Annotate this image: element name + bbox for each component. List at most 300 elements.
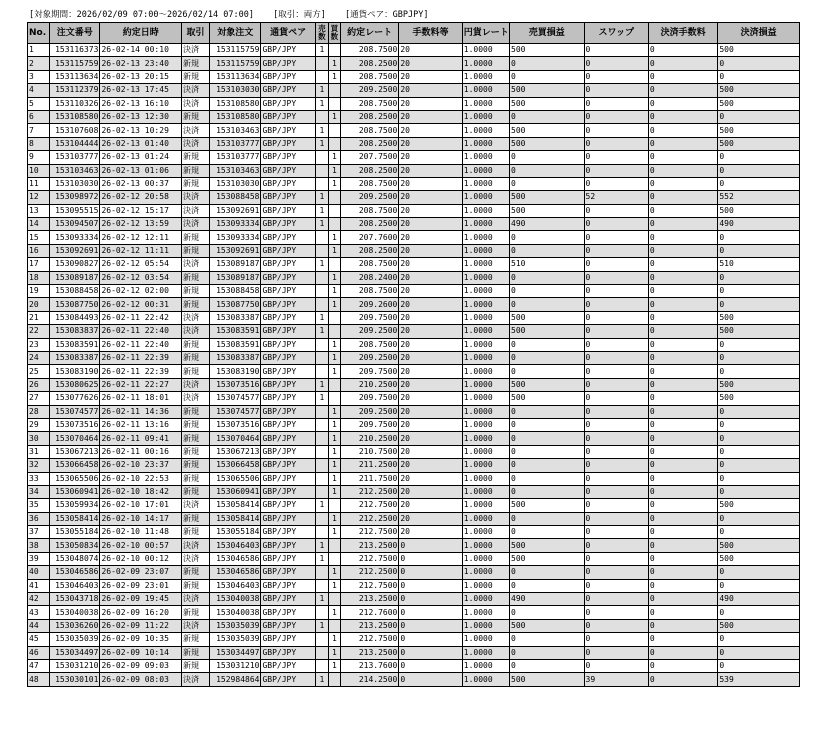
cell-no: 36	[28, 512, 50, 525]
cell-no: 10	[28, 164, 50, 177]
cell-target-order: 153089187	[210, 271, 261, 284]
cell-target-order: 153046586	[210, 566, 261, 579]
cell-settlement-pl: 500	[718, 619, 800, 632]
cell-trade-pl: 0	[510, 459, 584, 472]
cell-order-number: 153030101	[50, 673, 100, 686]
cell-currency-pair: GBP/JPY	[261, 459, 315, 472]
cell-target-order: 153034497	[210, 646, 261, 659]
cell-target-order: 153083190	[210, 365, 261, 378]
cell-target-order: 153065506	[210, 472, 261, 485]
cell-no: 20	[28, 298, 50, 311]
cell-currency-pair: GBP/JPY	[261, 378, 315, 391]
cell-trade: 新規	[181, 659, 209, 672]
cell-execution-datetime: 26-02-11 00:16	[100, 445, 182, 458]
cell-swap: 0	[584, 325, 648, 338]
cell-execution-rate: 210.2500	[340, 432, 398, 445]
cell-settlement-fee: 0	[648, 285, 717, 298]
cell-settlement-fee: 0	[648, 44, 717, 57]
cell-execution-rate: 207.7600	[340, 231, 398, 244]
cell-swap: 0	[584, 526, 648, 539]
report-header	[29, 9, 442, 21]
cell-settlement-pl: 500	[718, 124, 800, 137]
cell-execution-rate: 212.7500	[340, 526, 398, 539]
cell-swap: 0	[584, 566, 648, 579]
cell-sell-qty: 1	[315, 191, 328, 204]
cell-buy-qty: 1	[328, 244, 340, 257]
cell-execution-rate: 212.2500	[340, 512, 398, 525]
cell-order-number: 153088458	[50, 285, 100, 298]
cell-trade-pl: 0	[510, 445, 584, 458]
cell-yen-rate: 1.0000	[462, 432, 509, 445]
cell-settlement-fee: 0	[648, 191, 717, 204]
cell-swap: 0	[584, 392, 648, 405]
table-row	[28, 593, 800, 606]
table-row	[28, 432, 800, 445]
cell-sell-qty: 1	[315, 619, 328, 632]
cell-trade: 新規	[181, 151, 209, 164]
cell-currency-pair: GBP/JPY	[261, 485, 315, 498]
table-row	[28, 124, 800, 137]
cell-trade-pl: 0	[510, 351, 584, 364]
cell-settlement-fee: 0	[648, 84, 717, 97]
cell-yen-rate: 1.0000	[462, 552, 509, 565]
col-no: No.	[28, 23, 50, 44]
cell-buy-qty	[328, 258, 340, 271]
table-row	[28, 325, 800, 338]
cell-sell-qty: 1	[315, 44, 328, 57]
cell-yen-rate: 1.0000	[462, 110, 509, 123]
cell-settlement-fee: 0	[648, 593, 717, 606]
cell-execution-datetime: 26-02-13 20:15	[100, 70, 182, 83]
cell-fees: 20	[399, 512, 462, 525]
cell-settlement-pl: 500	[718, 325, 800, 338]
cell-execution-rate: 208.2400	[340, 271, 398, 284]
cell-order-number: 153103463	[50, 164, 100, 177]
cell-target-order: 153083591	[210, 338, 261, 351]
cell-swap: 0	[584, 204, 648, 217]
cell-currency-pair: GBP/JPY	[261, 298, 315, 311]
cell-fees: 0	[399, 646, 462, 659]
cell-trade-pl: 490	[510, 218, 584, 231]
cell-execution-datetime: 26-02-13 23:40	[100, 57, 182, 70]
cell-no: 32	[28, 459, 50, 472]
cell-execution-rate: 213.7600	[340, 659, 398, 672]
cell-no: 37	[28, 526, 50, 539]
cell-settlement-pl: 500	[718, 84, 800, 97]
cell-sell-qty: 1	[315, 311, 328, 324]
cell-no: 5	[28, 97, 50, 110]
table-row	[28, 177, 800, 190]
cell-sell-qty: 1	[315, 392, 328, 405]
cell-execution-datetime: 26-02-12 15:17	[100, 204, 182, 217]
cell-settlement-fee: 0	[648, 659, 717, 672]
cell-trade-pl: 0	[510, 472, 584, 485]
cell-fees: 20	[399, 365, 462, 378]
cell-yen-rate: 1.0000	[462, 338, 509, 351]
cell-fees: 0	[399, 659, 462, 672]
cell-trade: 新規	[181, 110, 209, 123]
cell-trade: 決済	[181, 311, 209, 324]
cell-target-order: 153103777	[210, 137, 261, 150]
cell-swap: 0	[584, 164, 648, 177]
cell-swap: 39	[584, 673, 648, 686]
cell-swap: 0	[584, 177, 648, 190]
cell-sell-qty	[315, 646, 328, 659]
cell-no: 3	[28, 70, 50, 83]
table-row	[28, 97, 800, 110]
cell-trade-pl: 0	[510, 485, 584, 498]
cell-no: 31	[28, 445, 50, 458]
col-execution-datetime: 約定日時	[100, 23, 182, 44]
cell-swap: 0	[584, 512, 648, 525]
cell-fees: 20	[399, 392, 462, 405]
cell-swap: 0	[584, 218, 648, 231]
cell-settlement-fee: 0	[648, 231, 717, 244]
cell-trade: 新規	[181, 606, 209, 619]
cell-sell-qty	[315, 633, 328, 646]
cell-settlement-pl: 0	[718, 445, 800, 458]
cell-buy-qty: 1	[328, 338, 340, 351]
table-row	[28, 392, 800, 405]
cell-buy-qty: 1	[328, 606, 340, 619]
cell-order-number: 153031210	[50, 659, 100, 672]
cell-target-order: 153073516	[210, 378, 261, 391]
cell-execution-datetime: 26-02-10 23:37	[100, 459, 182, 472]
cell-trade-pl: 0	[510, 177, 584, 190]
cell-execution-rate: 213.2500	[340, 619, 398, 632]
cell-settlement-fee: 0	[648, 552, 717, 565]
cell-order-number: 153055184	[50, 526, 100, 539]
cell-sell-qty: 1	[315, 499, 328, 512]
cell-swap: 0	[584, 285, 648, 298]
cell-buy-qty	[328, 392, 340, 405]
cell-trade-pl: 500	[510, 311, 584, 324]
cell-execution-datetime: 26-02-14 00:10	[100, 44, 182, 57]
table-row	[28, 218, 800, 231]
cell-swap: 52	[584, 191, 648, 204]
cell-fees: 20	[399, 84, 462, 97]
col-target-order: 対象注文	[210, 23, 261, 44]
cell-trade: 新規	[181, 633, 209, 646]
cell-execution-rate: 210.2500	[340, 378, 398, 391]
cell-no: 15	[28, 231, 50, 244]
cell-order-number: 153113634	[50, 70, 100, 83]
cell-settlement-pl: 0	[718, 432, 800, 445]
cell-trade-pl: 500	[510, 325, 584, 338]
cell-execution-rate: 208.7500	[340, 70, 398, 83]
cell-no: 48	[28, 673, 50, 686]
cell-trade-pl: 0	[510, 418, 584, 431]
col-execution-rate: 約定レート	[340, 23, 398, 44]
cell-currency-pair: GBP/JPY	[261, 351, 315, 364]
cell-trade: 新規	[181, 445, 209, 458]
cell-buy-qty: 1	[328, 633, 340, 646]
cell-trade-pl: 500	[510, 124, 584, 137]
cell-settlement-fee: 0	[648, 472, 717, 485]
cell-settlement-fee: 0	[648, 351, 717, 364]
cell-fees: 20	[399, 445, 462, 458]
cell-currency-pair: GBP/JPY	[261, 606, 315, 619]
col-trade-pl: 売買損益	[510, 23, 584, 44]
cell-yen-rate: 1.0000	[462, 485, 509, 498]
table-row	[28, 365, 800, 378]
cell-trade: 新規	[181, 57, 209, 70]
cell-execution-datetime: 26-02-11 22:27	[100, 378, 182, 391]
cell-execution-rate: 208.2500	[340, 218, 398, 231]
cell-trade-pl: 0	[510, 338, 584, 351]
cell-trade-pl: 500	[510, 44, 584, 57]
table-row	[28, 57, 800, 70]
cell-fees: 0	[399, 566, 462, 579]
cell-execution-datetime: 26-02-09 16:20	[100, 606, 182, 619]
cell-target-order: 153088458	[210, 191, 261, 204]
cell-swap: 0	[584, 485, 648, 498]
cell-yen-rate: 1.0000	[462, 164, 509, 177]
cell-yen-rate: 1.0000	[462, 659, 509, 672]
cell-settlement-fee: 0	[648, 177, 717, 190]
cell-execution-datetime: 26-02-12 20:58	[100, 191, 182, 204]
cell-execution-datetime: 26-02-10 11:48	[100, 526, 182, 539]
cell-settlement-pl: 0	[718, 298, 800, 311]
cell-trade: 新規	[181, 164, 209, 177]
cell-sell-qty	[315, 365, 328, 378]
table-row	[28, 351, 800, 364]
cell-execution-rate: 208.2500	[340, 137, 398, 150]
col-settlement-pl: 決済損益	[718, 23, 800, 44]
table-row	[28, 472, 800, 485]
col-sell-qty: 売数	[315, 23, 328, 44]
cell-swap: 0	[584, 365, 648, 378]
trade-type-label: [取引：両方]	[273, 10, 326, 20]
cell-sell-qty	[315, 298, 328, 311]
cell-execution-datetime: 26-02-10 00:12	[100, 552, 182, 565]
cell-buy-qty: 1	[328, 418, 340, 431]
cell-swap: 0	[584, 539, 648, 552]
cell-execution-rate: 209.2500	[340, 84, 398, 97]
cell-no: 12	[28, 191, 50, 204]
cell-currency-pair: GBP/JPY	[261, 633, 315, 646]
cell-currency-pair: GBP/JPY	[261, 405, 315, 418]
cell-settlement-fee: 0	[648, 619, 717, 632]
cell-fees: 0	[399, 633, 462, 646]
cell-settlement-fee: 0	[648, 633, 717, 646]
cell-fees: 20	[399, 285, 462, 298]
cell-execution-datetime: 26-02-12 02:00	[100, 285, 182, 298]
table-row	[28, 44, 800, 57]
cell-target-order: 153093334	[210, 231, 261, 244]
cell-fees: 20	[399, 44, 462, 57]
cell-fees: 20	[399, 459, 462, 472]
cell-fees: 20	[399, 405, 462, 418]
cell-order-number: 153040038	[50, 606, 100, 619]
cell-target-order: 153070464	[210, 432, 261, 445]
cell-yen-rate: 1.0000	[462, 512, 509, 525]
table-row	[28, 646, 800, 659]
cell-settlement-fee: 0	[648, 258, 717, 271]
cell-no: 1	[28, 44, 50, 57]
cell-execution-rate: 207.7500	[340, 151, 398, 164]
cell-buy-qty	[328, 84, 340, 97]
table-row	[28, 499, 800, 512]
cell-trade: 新規	[181, 351, 209, 364]
cell-target-order: 153103777	[210, 151, 261, 164]
table-row	[28, 298, 800, 311]
cell-no: 26	[28, 378, 50, 391]
cell-settlement-pl: 500	[718, 97, 800, 110]
cell-execution-datetime: 26-02-12 03:54	[100, 271, 182, 284]
cell-settlement-fee: 0	[648, 271, 717, 284]
cell-yen-rate: 1.0000	[462, 459, 509, 472]
cell-buy-qty	[328, 539, 340, 552]
cell-sell-qty: 1	[315, 218, 328, 231]
cell-currency-pair: GBP/JPY	[261, 646, 315, 659]
cell-sell-qty: 1	[315, 258, 328, 271]
cell-trade-pl: 500	[510, 392, 584, 405]
cell-execution-datetime: 26-02-11 22:40	[100, 325, 182, 338]
cell-order-number: 153080625	[50, 378, 100, 391]
cell-trade: 新規	[181, 512, 209, 525]
cell-target-order: 153087750	[210, 298, 261, 311]
cell-trade-pl: 500	[510, 191, 584, 204]
cell-order-number: 153108580	[50, 110, 100, 123]
cell-execution-rate: 213.2500	[340, 539, 398, 552]
cell-trade-pl: 0	[510, 231, 584, 244]
cell-trade-pl: 0	[510, 244, 584, 257]
cell-fees: 20	[399, 485, 462, 498]
cell-execution-datetime: 26-02-09 08:03	[100, 673, 182, 686]
cell-buy-qty	[328, 619, 340, 632]
cell-settlement-fee: 0	[648, 204, 717, 217]
cell-buy-qty: 1	[328, 459, 340, 472]
cell-execution-rate: 208.7500	[340, 97, 398, 110]
cell-buy-qty: 1	[328, 472, 340, 485]
cell-yen-rate: 1.0000	[462, 258, 509, 271]
cell-settlement-pl: 0	[718, 351, 800, 364]
cell-execution-rate: 208.7500	[340, 177, 398, 190]
cell-buy-qty	[328, 499, 340, 512]
cell-swap: 0	[584, 97, 648, 110]
cell-target-order: 153067213	[210, 445, 261, 458]
cell-target-order: 153103030	[210, 177, 261, 190]
cell-settlement-fee: 0	[648, 566, 717, 579]
cell-buy-qty: 1	[328, 164, 340, 177]
cell-settlement-fee: 0	[648, 485, 717, 498]
cell-yen-rate: 1.0000	[462, 445, 509, 458]
cell-swap: 0	[584, 646, 648, 659]
cell-yen-rate: 1.0000	[462, 418, 509, 431]
cell-buy-qty	[328, 218, 340, 231]
cell-settlement-fee: 0	[648, 110, 717, 123]
cell-settlement-pl: 0	[718, 526, 800, 539]
cell-settlement-fee: 0	[648, 579, 717, 592]
cell-trade-pl: 500	[510, 619, 584, 632]
cell-settlement-pl: 0	[718, 606, 800, 619]
cell-execution-datetime: 26-02-12 13:59	[100, 218, 182, 231]
cell-no: 45	[28, 633, 50, 646]
cell-fees: 20	[399, 151, 462, 164]
cell-buy-qty	[328, 311, 340, 324]
cell-trade-pl: 0	[510, 633, 584, 646]
cell-order-number: 153035039	[50, 633, 100, 646]
cell-order-number: 153034497	[50, 646, 100, 659]
table-row	[28, 659, 800, 672]
cell-target-order: 153092691	[210, 204, 261, 217]
cell-settlement-fee: 0	[648, 445, 717, 458]
table-row	[28, 485, 800, 498]
cell-swap: 0	[584, 84, 648, 97]
cell-yen-rate: 1.0000	[462, 526, 509, 539]
cell-execution-rate: 209.2500	[340, 191, 398, 204]
cell-trade: 決済	[181, 97, 209, 110]
cell-target-order: 153089187	[210, 258, 261, 271]
cell-settlement-fee: 0	[648, 499, 717, 512]
table-row	[28, 244, 800, 257]
cell-target-order: 153108580	[210, 97, 261, 110]
cell-swap: 0	[584, 44, 648, 57]
cell-settlement-fee: 0	[648, 311, 717, 324]
cell-settlement-fee: 0	[648, 418, 717, 431]
cell-order-number: 153112379	[50, 84, 100, 97]
cell-target-order: 153088458	[210, 285, 261, 298]
cell-execution-datetime: 26-02-13 01:06	[100, 164, 182, 177]
cell-settlement-pl: 0	[718, 271, 800, 284]
cell-execution-rate: 208.7500	[340, 338, 398, 351]
cell-no: 24	[28, 351, 50, 364]
cell-settlement-fee: 0	[648, 392, 717, 405]
cell-trade: 決済	[181, 191, 209, 204]
cell-settlement-pl: 0	[718, 566, 800, 579]
table-row	[28, 633, 800, 646]
cell-trade: 新規	[181, 177, 209, 190]
cell-trade: 新規	[181, 472, 209, 485]
cell-execution-datetime: 26-02-11 22:39	[100, 365, 182, 378]
table-row	[28, 285, 800, 298]
cell-sell-qty	[315, 164, 328, 177]
cell-target-order: 153031210	[210, 659, 261, 672]
cell-settlement-fee: 0	[648, 365, 717, 378]
table-row	[28, 405, 800, 418]
cell-execution-datetime: 26-02-11 14:36	[100, 405, 182, 418]
cell-order-number: 153074577	[50, 405, 100, 418]
cell-fees: 20	[399, 338, 462, 351]
cell-buy-qty: 1	[328, 298, 340, 311]
cell-target-order: 153035039	[210, 619, 261, 632]
cell-fees: 0	[399, 579, 462, 592]
cell-sell-qty	[315, 579, 328, 592]
table-row	[28, 566, 800, 579]
cell-sell-qty: 1	[315, 593, 328, 606]
col-currency-pair: 通貨ペア	[261, 23, 315, 44]
cell-sell-qty	[315, 485, 328, 498]
table-row	[28, 539, 800, 552]
cell-trade-pl: 0	[510, 57, 584, 70]
cell-settlement-fee: 0	[648, 673, 717, 686]
cell-sell-qty	[315, 271, 328, 284]
cell-settlement-pl: 0	[718, 405, 800, 418]
cell-sell-qty: 1	[315, 97, 328, 110]
cell-yen-rate: 1.0000	[462, 191, 509, 204]
col-trade: 取引	[181, 23, 209, 44]
cell-no: 14	[28, 218, 50, 231]
cell-no: 23	[28, 338, 50, 351]
cell-sell-qty	[315, 472, 328, 485]
cell-buy-qty: 1	[328, 70, 340, 83]
cell-trade-pl: 0	[510, 365, 584, 378]
cell-order-number: 153089187	[50, 271, 100, 284]
table-row	[28, 552, 800, 565]
cell-execution-datetime: 26-02-11 22:42	[100, 311, 182, 324]
cell-fees: 20	[399, 218, 462, 231]
